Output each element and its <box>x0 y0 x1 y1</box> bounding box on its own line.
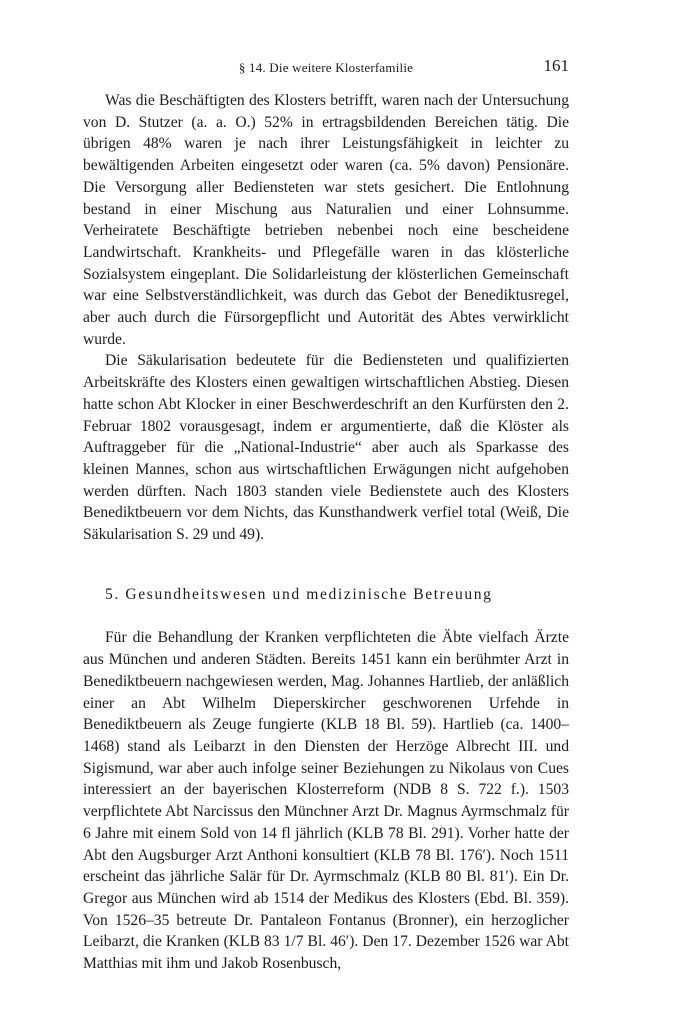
page-number: 161 <box>543 56 569 75</box>
section-heading: 5. Gesundheitswesen und medizinische Betreuung <box>105 585 493 603</box>
paragraph-secularisation: Die Säkularisation bedeutete für die Bediensteten und qualifizierten Arbeitskräfte des Klosters einen gewaltigen wirtschaftlichen Abstieg. Diesen hatte schon Abt Klocker in einer Beschwerdeschrift an den Kurfürsten den 2. Februar 1802 vorausgesagt, indem er argumentierte, daß die Klöster als Auftraggeber für die „National-Industrie“ aber auch als Sparkasse des kleinen Mannes, schon aus wirtschaftlichen Erwägungen nicht aufgehoben werden dürften. Nach 1803 standen viele Bedienstete auch des Klosters Benediktbeuern vor dem Nichts, das Kunsthandwerk verfiel total (Weiß, Die Säkularisation S. 29 und 49). <box>83 352 569 544</box>
paragraph-employees: Was die Beschäftigten des Klosters betrifft, waren nach der Untersuchung von D. Stutzer (a. a. O.) 52% in ertragsbildenden Bereichen tätig. Die übrigen 48% waren je nach ihrer Leistungsfähigkeit in leichter zu bewältigenden Arbeiten eingesetzt oder waren (ca. 5% davon) Pensionäre. Die Versorgung aller Bediensteten war stets gesichert. Die Entlohnung bestand in einer Mischung aus Naturalien und einer Lohnsumme. Verheiratete Beschäftigte betrieben nebenbei noch eine bescheidene Landwirtschaft. Krankheits- und Pflegefälle waren in das klösterliche Sozialsystem eingeplant. Die Solidarleistung der klösterlichen Gemeinschaft war eine Selbstverständlichkeit, was durch das Gebot der Benediktusregel, aber auch durch die Fürsorgepflicht und Autorität des Abtes verwirklicht wurde. <box>83 92 569 348</box>
running-head: § 14. Die weitere Klosterfamilie <box>238 60 414 75</box>
body-text <box>83 90 569 975</box>
paragraph-health-care: Für die Behandlung der Kranken verpflichteten die Äbte vielfach Ärzte aus München und anderen Städten. Bereits 1451 kann ein berühmter Arzt in Benediktbeuern nachgewiesen werden, Mag. Johannes Hartlieb, der anläßlich einer an Abt Wilhelm Dieperskircher geschworenen Urfehde in Benediktbeuern als Zeuge fungierte (KLB 18 Bl. 59). Hartlieb (ca. 1400–1468) stand als Leibarzt in den Diensten der Herzöge Albrecht III. und Sigismund, war aber auch infolge seiner Beziehungen zu Nikolaus von Cues interessiert an der bayerischen Klosterreform (NDB 8 S. 722 f.). 1503 verpflichtete Abt Narcissus den Münchner Arzt Dr. Magnus Ayrmschmalz für 6 Jahre mit einem Sold von 14 fl jährlich (KLB 78 Bl. 291). Vorher hatte der Abt den Augsburger Arzt Anthoni konsultiert (KLB 78 Bl. 176′). Noch 1511 erscheint das jährliche Salär für Dr. Ayrmschmalz (KLB 80 Bl. 81′). Ein Dr. Gregor aus München wird ab 1514 der Medikus des Klosters (Ebd. Bl. 359). Von 1526–35 betreute Dr. Pantaleon Fontanus (Bronner), ein herzoglicher Leibarzt, die Kranken (KLB 83 1/7 Bl. 46′). Den 17. Dezember 1526 war Abt Matthias mit ihm und Jakob Rosenbusch, <box>83 629 569 973</box>
